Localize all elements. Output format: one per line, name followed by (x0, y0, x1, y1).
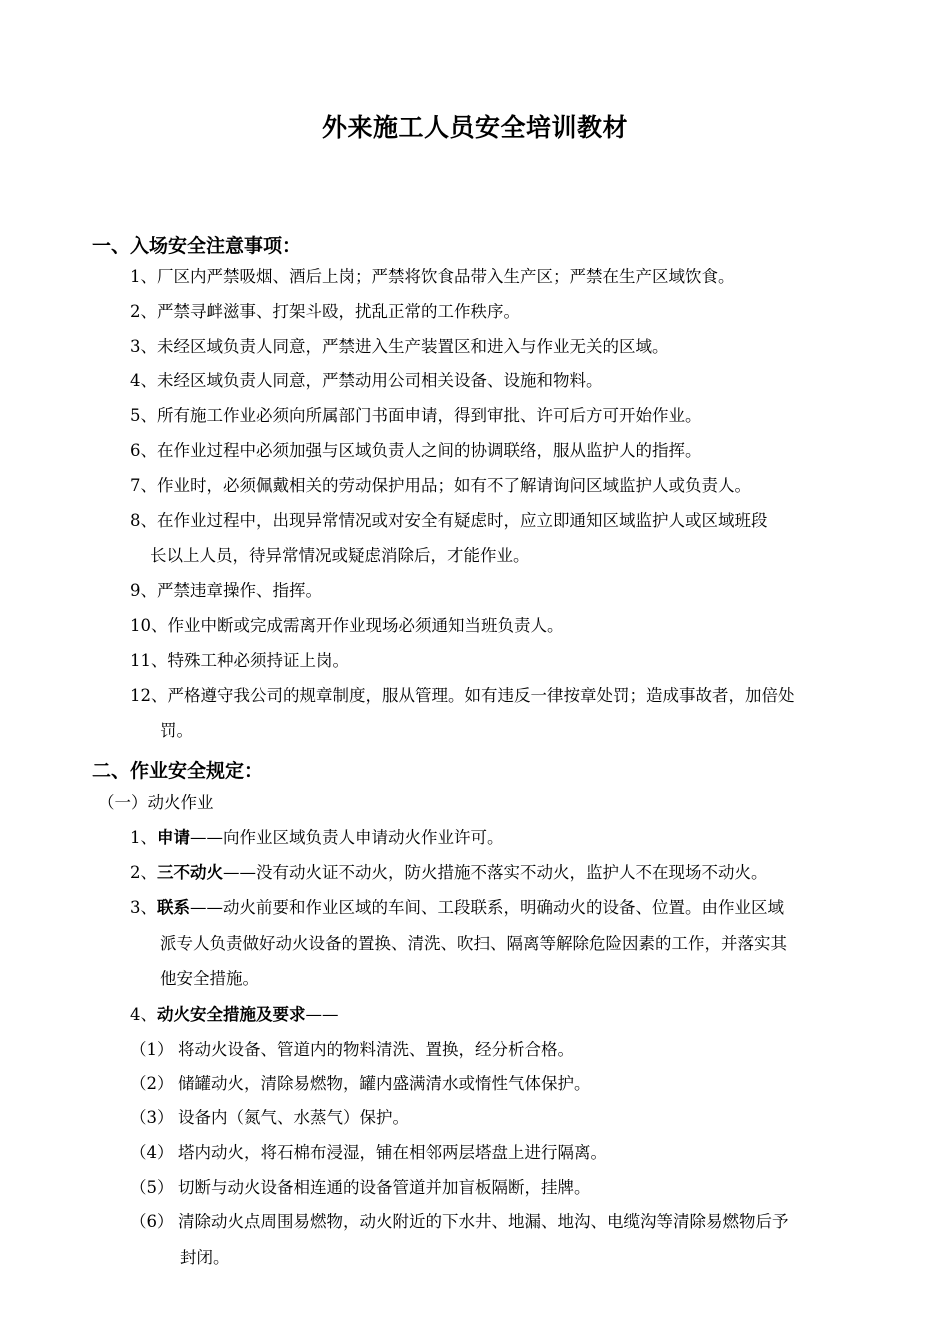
measure-number: （5） (130, 1178, 174, 1197)
section-heading-work-rules: 二、作业安全规定： (92, 760, 264, 782)
measure-item (130, 1039, 574, 1061)
rule-item-three-no-fire (130, 862, 768, 884)
list-item: 5、所有施工作业必须向所属部门书面申请，得到审批、许可后方可开始作业。 (130, 406, 702, 425)
list-item: 7、作业时，必须佩戴相关的劳动保护用品；如有不了解请询问区域监护人或负责人。 (130, 476, 751, 495)
rule-text: ——没有动火证不动火，防火措施不落实不动火，监护人不在现场不动火。 (223, 863, 768, 882)
rule-number: 3、 (130, 898, 157, 917)
rule-text: ——动火前要和作业区域的车间、工段联系，明确动火的设备、位置。由作业区域 (190, 898, 784, 917)
measure-number: （3） (130, 1108, 174, 1127)
list-item: 10、作业中断或完成需离开作业现场必须通知当班负责人。 (130, 616, 564, 635)
rule-item-apply (130, 827, 504, 849)
measure-item (130, 1142, 607, 1164)
measure-text: 设备内（氮气、水蒸气）保护。 (178, 1108, 409, 1127)
measure-text: 切断与动火设备相连通的设备管道并加盲板隔断，挂牌。 (178, 1178, 591, 1197)
rule-continuation: 派专人负责做好动火设备的置换、清洗、吹扫、隔离等解除危险因素的工作，并落实其 (160, 934, 787, 953)
rule-keyword: 动火安全措施及要求 (157, 1005, 306, 1024)
section-heading-entry-safety: 一、入场安全注意事项： (92, 235, 302, 257)
rule-item-measures (130, 1004, 339, 1026)
rule-text: —— (305, 1005, 339, 1024)
measure-number: （2） (130, 1074, 174, 1093)
measure-number: （4） (130, 1143, 174, 1162)
document-title: 外来施工人员安全培训教材 (321, 113, 628, 142)
rule-keyword: 申请 (157, 828, 190, 847)
measure-text: 储罐动火，清除易燃物，罐内盛满清水或惰性气体保护。 (178, 1074, 591, 1093)
rule-number: 2、 (130, 863, 157, 882)
rule-number: 1、 (130, 828, 157, 847)
rule-keyword: 联系 (157, 898, 190, 917)
list-item: 2、严禁寻衅滋事、打架斗殴，扰乱正常的工作秩序。 (130, 302, 520, 321)
list-item: 12、严格遵守我公司的规章制度，服从管理。如有违反一律按章处罚；造成事故者，加倍处 (130, 686, 795, 705)
measure-item (130, 1073, 591, 1095)
list-item: 4、未经区域负责人同意，严禁动用公司相关设备、设施和物料。 (130, 371, 603, 390)
measure-continuation: 封闭。 (180, 1248, 230, 1267)
measure-text: 塔内动火，将石棉布浸湿，铺在相邻两层塔盘上进行隔离。 (178, 1143, 607, 1162)
measure-item (130, 1211, 789, 1233)
subsection-heading-hot-work: （一）动火作业 (98, 793, 214, 812)
list-item: 11、特殊工种必须持证上岗。 (130, 651, 349, 670)
rule-item-contact (130, 897, 784, 919)
list-item-continuation: 罚。 (160, 721, 193, 740)
list-item: 3、未经区域负责人同意，严禁进入生产装置区和进入与作业无关的区域。 (130, 337, 669, 356)
list-item: 9、严禁违章操作、指挥。 (130, 581, 322, 600)
list-item: 8、在作业过程中，出现异常情况或对安全有疑虑时，应立即通知区域监护人或区域班段 (130, 511, 768, 530)
measure-text: 清除动火点周围易燃物，动火附近的下水井、地漏、地沟、电缆沟等清除易燃物后予 (178, 1212, 789, 1231)
rule-text: ——向作业区域负责人申请动火作业许可。 (190, 828, 504, 847)
list-item-continuation: 长以上人员，待异常情况或疑虑消除后，才能作业。 (150, 546, 530, 565)
measure-item (130, 1107, 409, 1129)
rule-continuation: 他安全措施。 (160, 969, 259, 988)
rule-number: 4、 (130, 1005, 157, 1024)
list-item: 6、在作业过程中必须加强与区域负责人之间的协调联络，服从监护人的指挥。 (130, 441, 702, 460)
measure-item (130, 1177, 591, 1199)
measure-text: 将动火设备、管道内的物料清洗、置换，经分析合格。 (178, 1040, 574, 1059)
measure-number: （1） (130, 1040, 174, 1059)
list-item: 1、厂区内严禁吸烟、酒后上岗；严禁将饮食品带入生产区；严禁在生产区域饮食。 (130, 267, 735, 286)
measure-number: （6） (130, 1212, 174, 1231)
rule-keyword: 三不动火 (157, 863, 223, 882)
